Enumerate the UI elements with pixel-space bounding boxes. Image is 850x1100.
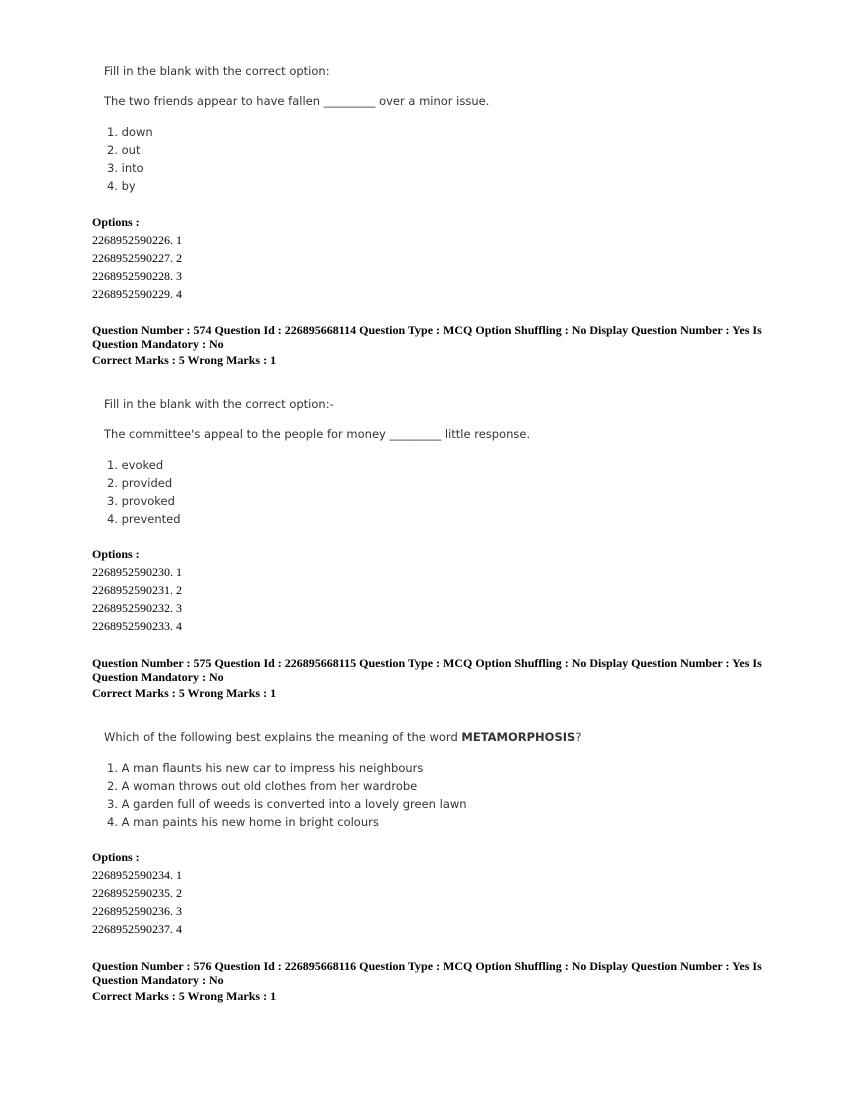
choice-list [104,759,581,831]
option-id-line: 2268952590232. 3 [92,601,182,615]
option-id-line: 2268952590229. 4 [92,287,182,301]
question-meta-line: Question Number : 575 Question Id : 226895668115 Question Type : MCQ Option Shuffling : No Display Question Number : Yes Is Question Mandatory : No [92,656,762,684]
prompt-keyword: METAMORPHOSIS [461,730,576,744]
question-meta-line: Question Number : 574 Question Id : 226895668114 Question Type : MCQ Option Shuffling : No Display Question Number : Yes Is Question Mandatory : No [92,323,762,351]
options-block-3 [92,848,182,938]
question-stem: The committee's appeal to the people for money _________ little response. [104,427,531,441]
choice-item: 2. provided [107,476,173,490]
choice-item: 2. A woman throws out old clothes from her wardrobe [107,779,418,793]
choice-item: 1. A man flaunts his new car to impress his neighbours [107,761,424,775]
question-block-3 [104,729,581,831]
options-label: Options : [92,547,140,561]
question-block-1 [104,63,489,195]
option-id-line: 2268952590227. 2 [92,251,182,265]
choice-item: 4. prevented [107,512,181,526]
question-meta-575 [92,656,772,700]
option-id-line: 2268952590228. 3 [92,269,182,283]
options-label: Options : [92,850,140,864]
question-prompt: Fill in the blank with the correct option: [104,64,330,78]
prompt-text: Which of the following best explains the meaning of the word [104,730,462,744]
choice-item: 1. down [107,125,153,139]
option-id-line: 2268952590231. 2 [92,583,182,597]
prompt-end: ? [575,730,582,744]
choice-item: 3. A garden full of weeds is converted into a lovely green lawn [107,797,467,811]
choice-item: 3. into [107,161,144,175]
question-block-2 [104,396,530,528]
option-id-line: 2268952590235. 2 [92,886,182,900]
question-stem: The two friends appear to have fallen _________ over a minor issue. [104,94,490,108]
option-id-line: 2268952590236. 3 [92,904,182,918]
question-meta-576 [92,959,772,1003]
option-id-line: 2268952590237. 4 [92,922,182,936]
option-id-line: 2268952590226. 1 [92,233,182,247]
choice-item: 1. evoked [107,458,164,472]
options-block-2 [92,545,182,635]
option-id-line: 2268952590233. 4 [92,619,182,633]
choice-item: 4. A man paints his new home in bright colours [107,815,379,829]
choice-list [104,123,489,195]
options-label: Options : [92,215,140,229]
choice-item: 4. by [107,179,136,193]
options-block-1 [92,213,182,303]
question-prompt: Fill in the blank with the correct option:- [104,397,334,411]
marks-line: Correct Marks : 5 Wrong Marks : 1 [92,989,277,1003]
question-meta-574 [92,323,772,367]
question-prompt [104,729,581,745]
option-id-line: 2268952590234. 1 [92,868,182,882]
option-id-line: 2268952590230. 1 [92,565,182,579]
choice-item: 3. provoked [107,494,175,508]
marks-line: Correct Marks : 5 Wrong Marks : 1 [92,686,277,700]
choice-item: 2. out [107,143,141,157]
choice-list [104,456,530,528]
question-meta-line: Question Number : 576 Question Id : 226895668116 Question Type : MCQ Option Shuffling : No Display Question Number : Yes Is Question Mandatory : No [92,959,762,987]
marks-line: Correct Marks : 5 Wrong Marks : 1 [92,353,277,367]
